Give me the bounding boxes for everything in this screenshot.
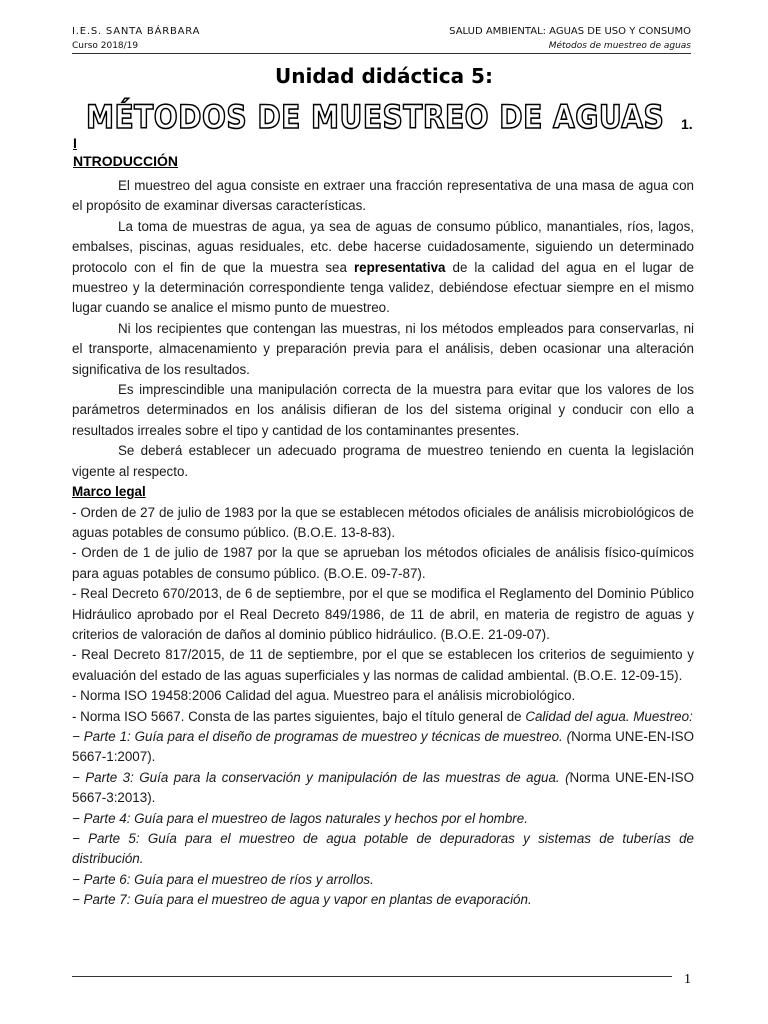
document-body: [72, 176, 694, 911]
header-subject: SALUD AMBIENTAL: AGUAS DE USO Y CONSUMO: [449, 26, 691, 37]
iso-part-1-title: − Parte 1: Guía para el diseño de programas de muestreo y técnicas de muestreo. (: [72, 728, 572, 744]
iso-part-6: [72, 870, 694, 890]
iso-part-1-norm: Norma UNE-EN-ISO 5667-1:2007).: [72, 728, 694, 765]
legal-heading-label: Marco legal: [72, 484, 146, 500]
header-divider: [72, 53, 691, 54]
representativa-emphasis: representativa: [353, 259, 446, 275]
main-title: MÉTODOS DE MUESTREO DE AGUAS: [86, 98, 665, 136]
intro-paragraph-4: Es imprescindible una manipulación correcta de la muestra para evitar que los valores de los parámetros determinados en los análisis difieran de los del sistema original y conducir con ello a resultados irreales sobre el tipo y cantidad de los contaminantes presentes.: [72, 382, 694, 438]
iso-part-7: [72, 890, 694, 910]
intro-paragraph-2: [72, 217, 694, 319]
footer-divider: [72, 976, 672, 977]
iso-part-3: [72, 768, 694, 809]
iso-part-7-title: − Parte 7: Guía para el muestreo de agua y vapor en plantas de evaporación.: [72, 892, 532, 908]
unit-title: Unidad didáctica 5:: [275, 64, 493, 88]
iso-part-3-norm: Norma UNE-EN-ISO 5667-3:2013).: [72, 769, 694, 806]
page-number: 1: [684, 972, 691, 987]
intro-paragraph-2-end: de la calidad del agua en el lugar de muestreo y la determinación correspondiente tenga validez, debiéndose efectuar siempre en el mismo lugar cuando se analice el mismo punto de muestreo.: [72, 259, 694, 316]
section-title-initial: I: [73, 135, 77, 151]
header-course: Curso 2018/19: [72, 41, 139, 51]
iso-part-1: [72, 727, 694, 768]
iso5667-text: - Norma ISO 5667. Consta de las partes siguientes, bajo el título general de: [72, 708, 526, 724]
iso-part-6-title: − Parte 6: Guía para el muestreo de ríos y arrollos.: [72, 871, 374, 887]
intro-paragraph-2-start: La toma de muestras de agua, ya sea de aguas de consumo público, manantiales, ríos, lagos, embalses, piscinas, aguas residuales, etc. debe hacerse cuidadosamente, siguiendo un determinado protocolo con el fin de que la muestra sea: [72, 218, 694, 275]
iso5667-title: Calidad del agua. Muestreo:: [525, 708, 693, 724]
section-number: 1.: [681, 116, 693, 132]
iso-part-4: [72, 809, 694, 829]
header-topic: Métodos de muestreo de aguas: [548, 41, 691, 51]
legal-heading: [72, 482, 694, 502]
legal-item-iso5667: [72, 707, 694, 727]
legal-item-4: - Real Decreto 817/2015, de 11 de septiembre, por el que se establecen los criterios de seguimiento y evaluación del estado de las aguas superficiales y las normas de calidad ambiental. (B.O.E. 12-09-15).: [72, 647, 694, 683]
iso-part-4-title: − Parte 4: Guía para el muestreo de lagos naturales y hechos por el hombre.: [72, 810, 528, 826]
intro-paragraph-3: Ni los recipientes que contengan las muestras, ni los métodos empleados para conservarlas, ni el transporte, almacenamiento y preparación previa para el análisis, deben ocasionar una alteración significativa de los resultados.: [72, 320, 694, 377]
header-school: I.E.S. SANTA BÁRBARA: [72, 26, 201, 37]
iso-part-5-title: − Parte 5: Guía para el muestreo de agua potable de depuradoras y sistemas de tuberías de distribución.: [72, 831, 694, 867]
iso-part-3-title: − Parte 3: Guía para la conservación y manipulación de las muestras de agua. (: [72, 769, 570, 785]
legal-item-5: - Norma ISO 19458:2006 Calidad del agua. Muestreo para el análisis microbiológico.: [72, 688, 576, 704]
legal-item-2: - Orden de 1 de julio de 1987 por la que se aprueban los métodos oficiales de análisis físico-químicos para aguas potables de consumo público. (B.O.E. 09-7-87).: [72, 545, 694, 581]
iso-part-5: [72, 829, 694, 870]
section-title: NTRODUCCIÓN: [73, 153, 178, 169]
intro-paragraph-1: El muestreo del agua consiste en extraer una fracción representativa de una masa de agua con el propósito de examinar diversas características.: [72, 178, 694, 214]
legal-item-3: - Real Decreto 670/2013, de 6 de septiembre, por el que se modifica el Reglamento del Dominio Público Hidráulico aprobado por el Real Decreto 849/1986, de 11 de abril, en materia de registro de aguas y criterios de valoración de daños al dominio público hidráulico. (B.O.E. 21-09-07).: [72, 586, 694, 642]
legal-item-1: - Orden de 27 de julio de 1983 por la que se establecen métodos oficiales de análisis microbiológicos de aguas potables de consumo público. (B.O.E. 13-8-83).: [72, 504, 694, 540]
intro-paragraph-5: Se deberá establecer un adecuado programa de muestreo teniendo en cuenta la legislación vigente al respecto.: [72, 443, 694, 479]
